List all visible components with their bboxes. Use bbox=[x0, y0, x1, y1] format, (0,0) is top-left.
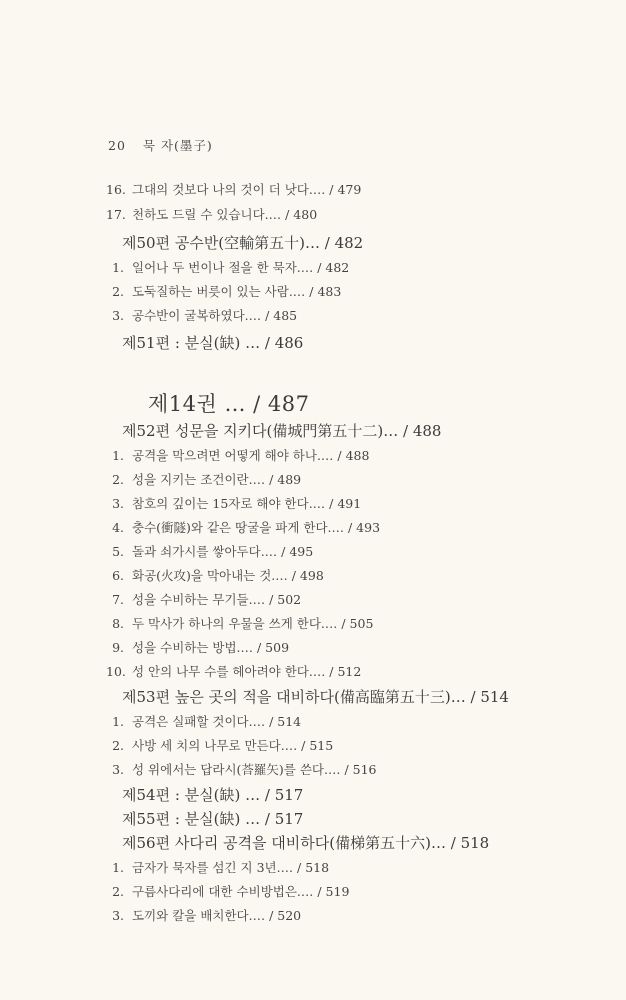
subentry-number: 5. bbox=[112, 544, 124, 559]
toc-subentry bbox=[106, 736, 333, 754]
entry-text: 성을 수비하는 방법.… / 509 bbox=[132, 640, 290, 655]
toc-subentry bbox=[106, 446, 369, 464]
toc-subentry bbox=[106, 662, 361, 680]
toc-subentry bbox=[106, 566, 324, 584]
subentry-number: 3. bbox=[112, 762, 124, 777]
entry-text: 제50편 공수반(空輸第五十)… / 482 bbox=[122, 234, 364, 252]
book-title: 묵 자(墨子) bbox=[142, 138, 213, 153]
subentry-number: 2. bbox=[112, 884, 124, 899]
entry-text: 천하도 드릴 수 있습니다.… / 480 bbox=[132, 207, 318, 222]
toc-chapter bbox=[122, 832, 489, 853]
subentry-number: 8. bbox=[112, 616, 124, 631]
subentry-number: 1. bbox=[112, 448, 124, 463]
toc-subentry bbox=[106, 180, 361, 198]
subentry-number: 1. bbox=[112, 714, 124, 729]
entry-text: 참호의 깊이는 15자로 해야 한다.… / 491 bbox=[132, 496, 362, 511]
entry-text: 제51편 : 분실(缺) … / 486 bbox=[122, 334, 304, 352]
entry-text: 공격은 실패할 것이다.… / 514 bbox=[132, 714, 302, 729]
entry-text: 사방 세 치의 나무로 만든다.… / 515 bbox=[132, 738, 334, 753]
running-header bbox=[108, 136, 213, 154]
subentry-number: 3. bbox=[112, 496, 124, 511]
entry-text: 성 안의 나무 수를 헤아려야 한다.… / 512 bbox=[132, 664, 362, 679]
entry-text: 성 위에서는 답라시(荅羅矢)를 쓴다.… / 516 bbox=[132, 762, 377, 777]
toc-chapter bbox=[122, 784, 303, 805]
toc-subentry bbox=[106, 258, 349, 276]
entry-text: 충수(衝隧)와 같은 땅굴을 파게 한다.… / 493 bbox=[132, 520, 381, 535]
toc-subentry bbox=[106, 882, 349, 900]
entry-text: 제56편 사다리 공격을 대비하다(備梯第五十六)… / 518 bbox=[122, 834, 490, 852]
subentry-number: 9. bbox=[112, 640, 124, 655]
subentry-number: 4. bbox=[112, 520, 124, 535]
toc-subentry bbox=[106, 470, 301, 488]
entry-text: 도둑질하는 버릇이 있는 사람.… / 483 bbox=[132, 284, 342, 299]
entry-text: 금자가 묵자를 섬긴 지 3년.… / 518 bbox=[132, 860, 330, 875]
subentry-number: 3. bbox=[112, 908, 124, 923]
toc-chapter bbox=[122, 420, 441, 441]
entry-text: 일어나 두 번이나 절을 한 묵자.… / 482 bbox=[132, 260, 350, 275]
subentry-number: 6. bbox=[112, 568, 124, 583]
entry-text: 제54편 : 분실(缺) … / 517 bbox=[122, 786, 304, 804]
entry-text: 성을 수비하는 무기들.… / 502 bbox=[132, 592, 302, 607]
subentry-number: 1. bbox=[112, 260, 124, 275]
entry-text: 제55편 : 분실(缺) … / 517 bbox=[122, 810, 304, 828]
toc-subentry bbox=[106, 542, 313, 560]
toc-volume-heading bbox=[148, 388, 309, 418]
toc-subentry bbox=[106, 205, 317, 223]
page-number: 20 bbox=[108, 138, 126, 153]
toc-subentry bbox=[106, 518, 380, 536]
toc-subentry bbox=[106, 712, 301, 730]
subentry-number: 2. bbox=[112, 472, 124, 487]
entry-text: 제53편 높은 곳의 적을 대비하다(備高臨第五十三)… / 514 bbox=[122, 688, 509, 706]
entry-text: 도끼와 칼을 배치한다.… / 520 bbox=[132, 908, 302, 923]
toc-subentry bbox=[106, 614, 373, 632]
toc-subentry bbox=[106, 590, 301, 608]
entry-text: 화공(火攻)을 막아내는 것.… / 498 bbox=[132, 568, 324, 583]
subentry-number: 3. bbox=[112, 308, 124, 323]
entry-text: 그대의 것보다 나의 것이 더 낫다.… / 479 bbox=[132, 182, 362, 197]
toc-subentry bbox=[106, 494, 361, 512]
entry-text: 돌과 쇠가시를 쌓아두다.… / 495 bbox=[132, 544, 314, 559]
toc-subentry bbox=[106, 760, 377, 778]
subentry-number: 17. bbox=[106, 207, 126, 222]
toc-chapter bbox=[122, 808, 303, 829]
toc-chapter bbox=[122, 232, 363, 253]
toc-subentry bbox=[106, 858, 329, 876]
toc-subentry bbox=[106, 282, 341, 300]
toc-chapter bbox=[122, 686, 509, 707]
subentry-number: 2. bbox=[112, 284, 124, 299]
entry-text: 구름사다리에 대한 수비방법은.… / 519 bbox=[132, 884, 350, 899]
entry-text: 제52편 성문을 지키다(備城門第五十二)… / 488 bbox=[122, 422, 442, 440]
subentry-number: 2. bbox=[112, 738, 124, 753]
subentry-number: 16. bbox=[106, 182, 126, 197]
subentry-number: 7. bbox=[112, 592, 124, 607]
subentry-number: 10. bbox=[106, 664, 126, 679]
entry-text: 공수반이 굴복하였다.… / 485 bbox=[132, 308, 298, 323]
toc-chapter bbox=[122, 332, 303, 353]
entry-text: 공격을 막으려면 어떻게 해야 하나.… / 488 bbox=[132, 448, 370, 463]
toc-subentry bbox=[106, 306, 297, 324]
entry-text: 성을 지키는 조건이란.… / 489 bbox=[132, 472, 302, 487]
subentry-number: 1. bbox=[112, 860, 124, 875]
toc-subentry bbox=[106, 638, 289, 656]
entry-text: 제14권 … / 487 bbox=[148, 392, 310, 416]
entry-text: 두 막사가 하나의 우물을 쓰게 한다.… / 505 bbox=[132, 616, 374, 631]
toc-subentry bbox=[106, 906, 301, 924]
